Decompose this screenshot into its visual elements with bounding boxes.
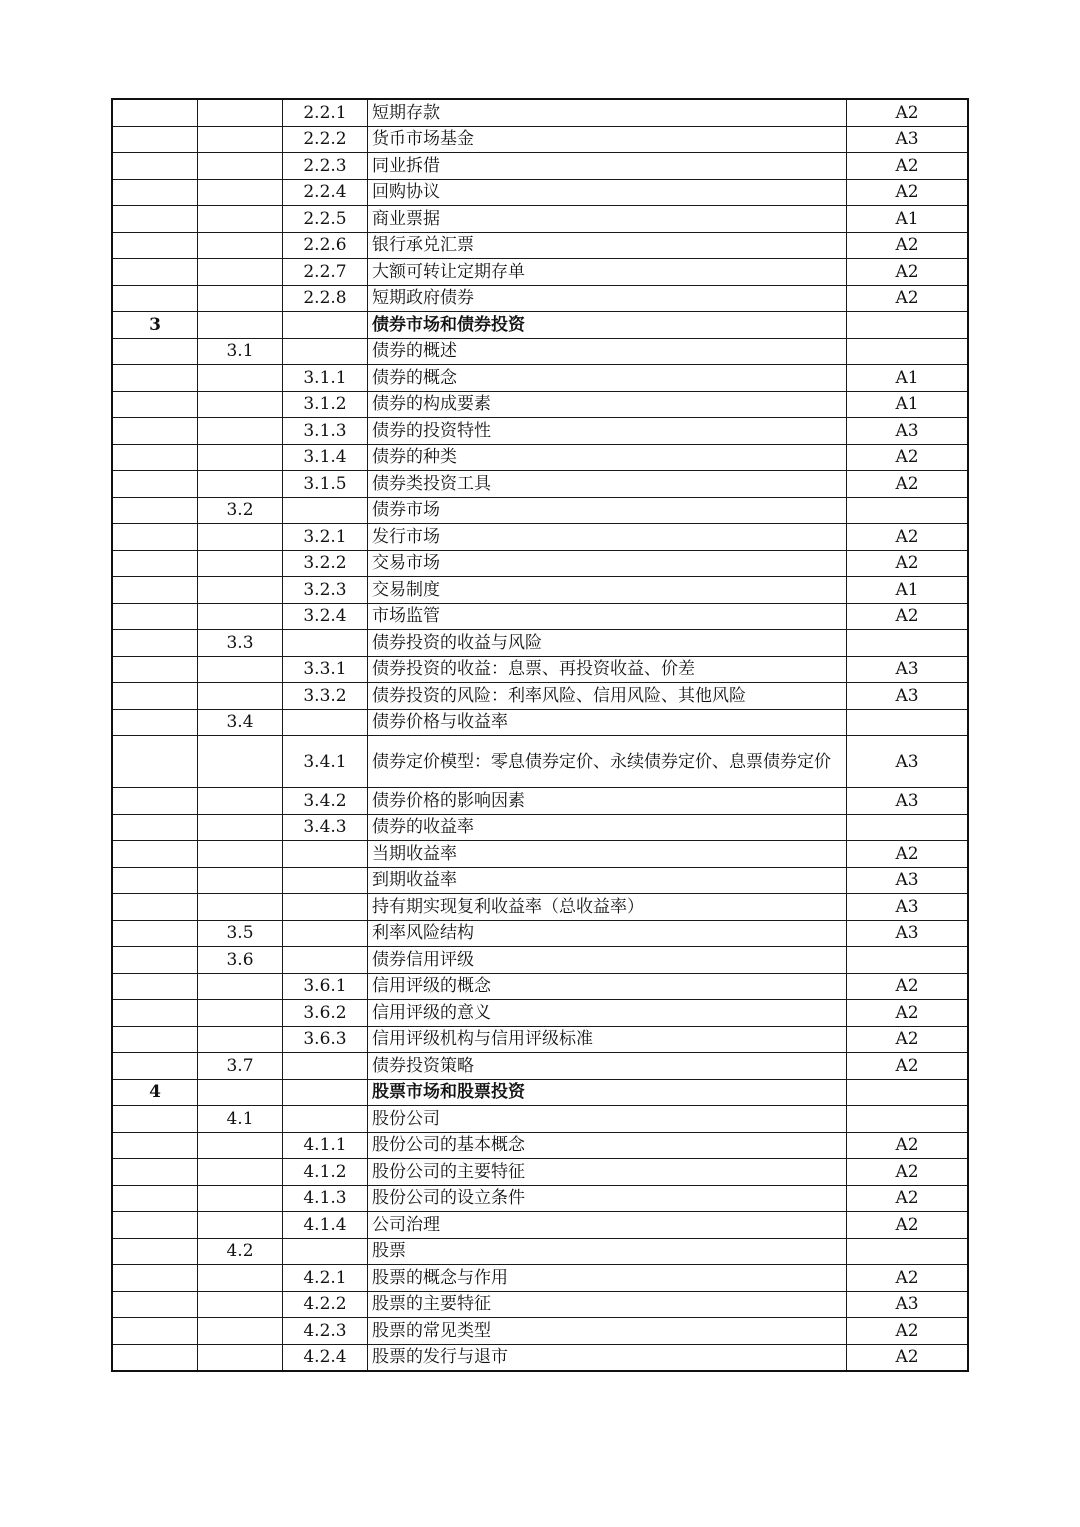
chapter-number-cell: [112, 1318, 198, 1345]
table-row: [112, 1159, 968, 1186]
requirement-level-cell: A3: [847, 920, 969, 947]
subsection-number-cell: [283, 920, 368, 947]
table-row: [112, 232, 968, 259]
topic-title-cell: 商业票据: [368, 206, 847, 233]
table-row: [112, 1291, 968, 1318]
section-number-cell: [198, 285, 283, 312]
requirement-level-cell: [847, 1106, 969, 1133]
subsection-number-cell: 3.2.4: [283, 603, 368, 630]
table-row: [112, 1000, 968, 1027]
subsection-number-cell: 2.2.7: [283, 259, 368, 286]
subsection-number-cell: 3.1.2: [283, 391, 368, 418]
topic-title-cell: 短期存款: [368, 99, 847, 126]
subsection-number-cell: 4.2.4: [283, 1344, 368, 1371]
table-row: [112, 1318, 968, 1345]
requirement-level-cell: A1: [847, 391, 969, 418]
requirement-level-cell: A3: [847, 1291, 969, 1318]
subsection-number-cell: [283, 1238, 368, 1265]
requirement-level-cell: A2: [847, 259, 969, 286]
table-row: [112, 497, 968, 524]
table-row: [112, 1212, 968, 1239]
subsection-number-cell: [283, 947, 368, 974]
requirement-level-cell: A2: [847, 1185, 969, 1212]
section-number-cell: [198, 206, 283, 233]
section-number-cell: [198, 550, 283, 577]
subsection-number-cell: [283, 312, 368, 339]
chapter-number-cell: [112, 683, 198, 710]
section-number-cell: 4.2: [198, 1238, 283, 1265]
requirement-level-cell: [847, 709, 969, 736]
subsection-number-cell: 3.1.1: [283, 365, 368, 392]
chapter-number-cell: 3: [112, 312, 198, 339]
topic-title-cell: 信用评级的意义: [368, 1000, 847, 1027]
requirement-level-cell: A2: [847, 1344, 969, 1371]
table-row: [112, 867, 968, 894]
chapter-number-cell: [112, 1132, 198, 1159]
section-number-cell: [198, 444, 283, 471]
chapter-number-cell: [112, 603, 198, 630]
table-row: [112, 1238, 968, 1265]
chapter-number-cell: [112, 391, 198, 418]
chapter-number-cell: 4: [112, 1079, 198, 1106]
section-number-cell: [198, 814, 283, 841]
subsection-number-cell: 3.2.2: [283, 550, 368, 577]
subsection-number-cell: 4.1.1: [283, 1132, 368, 1159]
chapter-number-cell: [112, 814, 198, 841]
requirement-level-cell: A2: [847, 524, 969, 551]
topic-title-cell: 当期收益率: [368, 841, 847, 868]
chapter-number-cell: [112, 867, 198, 894]
subsection-number-cell: 3.6.3: [283, 1026, 368, 1053]
table-row: [112, 577, 968, 604]
topic-title-cell: 股票市场和股票投资: [368, 1079, 847, 1106]
requirement-level-cell: A3: [847, 867, 969, 894]
requirement-level-cell: A2: [847, 1132, 969, 1159]
chapter-number-cell: [112, 709, 198, 736]
chapter-number-cell: [112, 1000, 198, 1027]
topic-title-cell: 同业拆借: [368, 153, 847, 180]
topic-title-cell: 债券价格的影响因素: [368, 788, 847, 815]
topic-title-cell: 债券类投资工具: [368, 471, 847, 498]
topic-title-cell: 公司治理: [368, 1212, 847, 1239]
requirement-level-cell: A3: [847, 894, 969, 921]
section-number-cell: 4.1: [198, 1106, 283, 1133]
section-number-cell: [198, 1159, 283, 1186]
table-row: [112, 973, 968, 1000]
topic-title-cell: 货币市场基金: [368, 126, 847, 153]
requirement-level-cell: A2: [847, 1212, 969, 1239]
table-row: [112, 1185, 968, 1212]
subsection-number-cell: 2.2.5: [283, 206, 368, 233]
subsection-number-cell: 3.3.2: [283, 683, 368, 710]
chapter-number-cell: [112, 630, 198, 657]
chapter-number-cell: [112, 920, 198, 947]
requirement-level-cell: A2: [847, 973, 969, 1000]
section-number-cell: [198, 232, 283, 259]
requirement-level-cell: A2: [847, 1318, 969, 1345]
chapter-number-cell: [112, 841, 198, 868]
table-row: [112, 788, 968, 815]
chapter-number-cell: [112, 1159, 198, 1186]
section-number-cell: [198, 1079, 283, 1106]
topic-title-cell: 债券市场: [368, 497, 847, 524]
section-number-cell: 3.1: [198, 338, 283, 365]
requirement-level-cell: A2: [847, 444, 969, 471]
section-number-cell: [198, 1185, 283, 1212]
section-number-cell: [198, 1344, 283, 1371]
section-number-cell: [198, 365, 283, 392]
section-number-cell: [198, 1212, 283, 1239]
table-row: [112, 444, 968, 471]
subsection-number-cell: 3.1.4: [283, 444, 368, 471]
requirement-level-cell: A3: [847, 656, 969, 683]
chapter-number-cell: [112, 1212, 198, 1239]
topic-title-cell: 债券的构成要素: [368, 391, 847, 418]
topic-title-cell: 债券市场和债券投资: [368, 312, 847, 339]
requirement-level-cell: A2: [847, 285, 969, 312]
section-number-cell: [198, 841, 283, 868]
table-row: [112, 709, 968, 736]
table-row: [112, 312, 968, 339]
requirement-level-cell: [847, 338, 969, 365]
section-number-cell: [198, 1318, 283, 1345]
chapter-number-cell: [112, 1185, 198, 1212]
table-row: [112, 1106, 968, 1133]
requirement-level-cell: [847, 312, 969, 339]
chapter-number-cell: [112, 1026, 198, 1053]
subsection-number-cell: 4.2.2: [283, 1291, 368, 1318]
table-row: [112, 656, 968, 683]
topic-title-cell: 持有期实现复利收益率（总收益率）: [368, 894, 847, 921]
topic-title-cell: 回购协议: [368, 179, 847, 206]
requirement-level-cell: [847, 814, 969, 841]
chapter-number-cell: [112, 788, 198, 815]
section-number-cell: 3.5: [198, 920, 283, 947]
topic-title-cell: 债券投资的风险：利率风险、信用风险、其他风险: [368, 683, 847, 710]
table-row: [112, 338, 968, 365]
table-row: [112, 153, 968, 180]
chapter-number-cell: [112, 206, 198, 233]
table-row: [112, 947, 968, 974]
requirement-level-cell: A3: [847, 683, 969, 710]
section-number-cell: [198, 1132, 283, 1159]
chapter-number-cell: [112, 179, 198, 206]
subsection-number-cell: [283, 867, 368, 894]
section-number-cell: [198, 867, 283, 894]
subsection-number-cell: 4.2.1: [283, 1265, 368, 1292]
subsection-number-cell: 3.4.3: [283, 814, 368, 841]
topic-title-cell: 交易制度: [368, 577, 847, 604]
chapter-number-cell: [112, 338, 198, 365]
table-row: [112, 841, 968, 868]
chapter-number-cell: [112, 1106, 198, 1133]
chapter-number-cell: [112, 550, 198, 577]
requirement-level-cell: A2: [847, 841, 969, 868]
section-number-cell: [198, 312, 283, 339]
requirement-level-cell: [847, 1079, 969, 1106]
subsection-number-cell: [283, 1106, 368, 1133]
section-number-cell: [198, 1265, 283, 1292]
subsection-number-cell: 4.1.4: [283, 1212, 368, 1239]
table-row: [112, 603, 968, 630]
requirement-level-cell: A1: [847, 577, 969, 604]
subsection-number-cell: 2.2.6: [283, 232, 368, 259]
table-row: [112, 99, 968, 126]
requirement-level-cell: A3: [847, 126, 969, 153]
section-number-cell: [198, 1291, 283, 1318]
chapter-number-cell: [112, 497, 198, 524]
subsection-number-cell: [283, 1053, 368, 1080]
chapter-number-cell: [112, 418, 198, 445]
section-number-cell: 3.3: [198, 630, 283, 657]
topic-title-cell: 债券价格与收益率: [368, 709, 847, 736]
section-number-cell: [198, 894, 283, 921]
section-number-cell: 3.6: [198, 947, 283, 974]
topic-title-cell: 债券信用评级: [368, 947, 847, 974]
section-number-cell: [198, 418, 283, 445]
section-number-cell: [198, 1000, 283, 1027]
chapter-number-cell: [112, 99, 198, 126]
subsection-number-cell: 3.4.1: [283, 736, 368, 788]
topic-title-cell: 债券的投资特性: [368, 418, 847, 445]
section-number-cell: [198, 603, 283, 630]
requirement-level-cell: [847, 947, 969, 974]
table-row: [112, 550, 968, 577]
requirement-level-cell: A2: [847, 153, 969, 180]
topic-title-cell: 债券投资的收益：息票、再投资收益、价差: [368, 656, 847, 683]
topic-title-cell: 市场监管: [368, 603, 847, 630]
table-row: [112, 1344, 968, 1371]
subsection-number-cell: [283, 338, 368, 365]
requirement-level-cell: A2: [847, 1159, 969, 1186]
table-row: [112, 285, 968, 312]
subsection-number-cell: [283, 1079, 368, 1106]
chapter-number-cell: [112, 1291, 198, 1318]
requirement-level-cell: A2: [847, 1265, 969, 1292]
topic-title-cell: 股票的概念与作用: [368, 1265, 847, 1292]
topic-title-cell: 交易市场: [368, 550, 847, 577]
section-number-cell: [198, 153, 283, 180]
subsection-number-cell: [283, 894, 368, 921]
section-number-cell: 3.7: [198, 1053, 283, 1080]
section-number-cell: [198, 973, 283, 1000]
table-row: [112, 1026, 968, 1053]
table-row: [112, 1053, 968, 1080]
topic-title-cell: 债券的概述: [368, 338, 847, 365]
section-number-cell: [198, 126, 283, 153]
requirement-level-cell: [847, 630, 969, 657]
chapter-number-cell: [112, 232, 198, 259]
requirement-level-cell: A1: [847, 365, 969, 392]
chapter-number-cell: [112, 1265, 198, 1292]
topic-title-cell: 股份公司: [368, 1106, 847, 1133]
table-row: [112, 736, 968, 788]
subsection-number-cell: 3.2.1: [283, 524, 368, 551]
table-row: [112, 1132, 968, 1159]
chapter-number-cell: [112, 894, 198, 921]
subsection-number-cell: 4.1.2: [283, 1159, 368, 1186]
requirement-level-cell: A2: [847, 550, 969, 577]
table-row: [112, 814, 968, 841]
section-number-cell: [198, 577, 283, 604]
chapter-number-cell: [112, 153, 198, 180]
chapter-number-cell: [112, 471, 198, 498]
requirement-level-cell: A3: [847, 418, 969, 445]
topic-title-cell: 信用评级机构与信用评级标准: [368, 1026, 847, 1053]
chapter-number-cell: [112, 259, 198, 286]
section-number-cell: [198, 524, 283, 551]
topic-title-cell: 债券的概念: [368, 365, 847, 392]
section-number-cell: 3.4: [198, 709, 283, 736]
subsection-number-cell: 4.1.3: [283, 1185, 368, 1212]
requirement-level-cell: A3: [847, 788, 969, 815]
requirement-level-cell: A1: [847, 206, 969, 233]
table-row: [112, 524, 968, 551]
topic-title-cell: 债券的收益率: [368, 814, 847, 841]
section-number-cell: [198, 736, 283, 788]
table-row: [112, 471, 968, 498]
requirement-level-cell: A2: [847, 1026, 969, 1053]
requirement-level-cell: A2: [847, 179, 969, 206]
subsection-number-cell: 4.2.3: [283, 1318, 368, 1345]
subsection-number-cell: 3.1.5: [283, 471, 368, 498]
subsection-number-cell: [283, 841, 368, 868]
chapter-number-cell: [112, 973, 198, 1000]
topic-title-cell: 股票的常见类型: [368, 1318, 847, 1345]
section-number-cell: [198, 99, 283, 126]
requirement-level-cell: A2: [847, 603, 969, 630]
chapter-number-cell: [112, 524, 198, 551]
chapter-number-cell: [112, 1238, 198, 1265]
subsection-number-cell: 3.4.2: [283, 788, 368, 815]
chapter-number-cell: [112, 577, 198, 604]
topic-title-cell: 股份公司的设立条件: [368, 1185, 847, 1212]
table-row: [112, 126, 968, 153]
requirement-level-cell: A2: [847, 1000, 969, 1027]
chapter-number-cell: [112, 285, 198, 312]
subsection-number-cell: 2.2.1: [283, 99, 368, 126]
topic-title-cell: 债券投资策略: [368, 1053, 847, 1080]
subsection-number-cell: 2.2.3: [283, 153, 368, 180]
table-row: [112, 630, 968, 657]
topic-title-cell: 利率风险结构: [368, 920, 847, 947]
topic-title-cell: 债券定价模型：零息债券定价、永续债券定价、息票债券定价: [368, 736, 847, 788]
table-row: [112, 391, 968, 418]
subsection-number-cell: [283, 630, 368, 657]
table-row: [112, 179, 968, 206]
section-number-cell: [198, 391, 283, 418]
table-row: [112, 920, 968, 947]
table-row: [112, 894, 968, 921]
section-number-cell: [198, 683, 283, 710]
topic-title-cell: 股票: [368, 1238, 847, 1265]
section-number-cell: [198, 259, 283, 286]
topic-title-cell: 股份公司的基本概念: [368, 1132, 847, 1159]
requirement-level-cell: A2: [847, 1053, 969, 1080]
requirement-level-cell: A3: [847, 736, 969, 788]
subsection-number-cell: 3.6.2: [283, 1000, 368, 1027]
chapter-number-cell: [112, 736, 198, 788]
table-row: [112, 418, 968, 445]
subsection-number-cell: 3.3.1: [283, 656, 368, 683]
table-row: [112, 683, 968, 710]
topic-title-cell: 银行承兑汇票: [368, 232, 847, 259]
chapter-number-cell: [112, 365, 198, 392]
table-row: [112, 1265, 968, 1292]
requirement-level-cell: [847, 1238, 969, 1265]
topic-title-cell: 信用评级的概念: [368, 973, 847, 1000]
requirement-level-cell: A2: [847, 99, 969, 126]
topic-title-cell: 短期政府债券: [368, 285, 847, 312]
section-number-cell: [198, 788, 283, 815]
chapter-number-cell: [112, 947, 198, 974]
chapter-number-cell: [112, 1344, 198, 1371]
requirement-level-cell: A2: [847, 232, 969, 259]
topic-title-cell: 到期收益率: [368, 867, 847, 894]
topic-title-cell: 股票的发行与退市: [368, 1344, 847, 1371]
topic-title-cell: 股份公司的主要特征: [368, 1159, 847, 1186]
subsection-number-cell: 2.2.2: [283, 126, 368, 153]
requirement-level-cell: [847, 497, 969, 524]
subsection-number-cell: [283, 709, 368, 736]
table-row: [112, 365, 968, 392]
topic-title-cell: 债券投资的收益与风险: [368, 630, 847, 657]
subsection-number-cell: [283, 497, 368, 524]
section-number-cell: [198, 179, 283, 206]
table-row: [112, 259, 968, 286]
chapter-number-cell: [112, 656, 198, 683]
section-number-cell: 3.2: [198, 497, 283, 524]
requirement-level-cell: A2: [847, 471, 969, 498]
syllabus-table: [111, 98, 969, 1372]
chapter-number-cell: [112, 444, 198, 471]
subsection-number-cell: 2.2.4: [283, 179, 368, 206]
section-number-cell: [198, 1026, 283, 1053]
topic-title-cell: 大额可转让定期存单: [368, 259, 847, 286]
chapter-number-cell: [112, 1053, 198, 1080]
table-row: [112, 206, 968, 233]
chapter-number-cell: [112, 126, 198, 153]
topic-title-cell: 股票的主要特征: [368, 1291, 847, 1318]
topic-title-cell: 债券的种类: [368, 444, 847, 471]
subsection-number-cell: 3.6.1: [283, 973, 368, 1000]
subsection-number-cell: 2.2.8: [283, 285, 368, 312]
section-number-cell: [198, 656, 283, 683]
section-number-cell: [198, 471, 283, 498]
topic-title-cell: 发行市场: [368, 524, 847, 551]
table-row: [112, 1079, 968, 1106]
syllabus-table-body: [112, 99, 968, 1371]
subsection-number-cell: 3.2.3: [283, 577, 368, 604]
subsection-number-cell: 3.1.3: [283, 418, 368, 445]
